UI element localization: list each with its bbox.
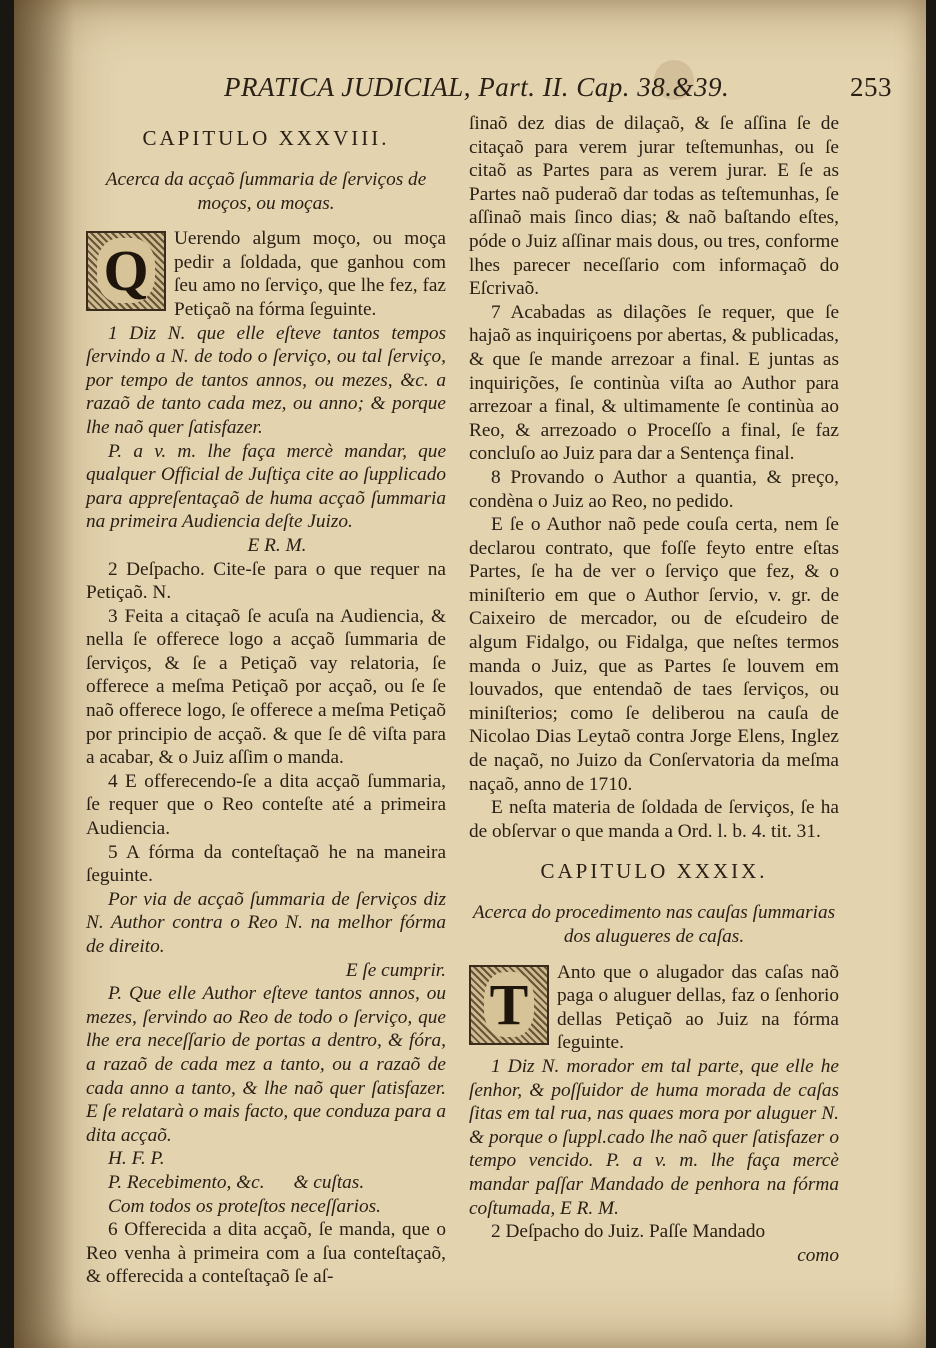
continuation-text: ſinaõ dez dias de dilaçaõ, & ſe aſſina ſe de citaçaõ para verem jurar teſtemunhas, ou ſe citaõ as Partes para as verem jurar. E ſe as Partes naõ puderaõ dar todas as teſtemunhas, ſe aſſinaõ mais ſinco dias; & naõ baſtando eſtes, póde o Juiz aſſinar mais dous, ou tres, conforme lhes parecer neceſſario com informaçaõ do Eſcrivaõ. bbox=[469, 113, 839, 300]
paragraph-7: 7 Acabadas as dilações ſe requer, que ſe hajaõ as inquiriçoens por abertas, & publicadas, & que ſe mande arrezoar a final. E juntas as inquirições, ſe continùa viſta ao Author para arrezoar a final, & ultimamente ſe continùa ao Reo, & arrezoado o Proceſſo a final, ſe faz concluſo ao Juiz para dar a Sentença final. bbox=[469, 301, 839, 465]
decorated-initial-t: T bbox=[469, 965, 549, 1045]
paragraph-8-c: E neſta materia de ſoldada de ſerviços, ſe ha de obſervar o que manda a Ord. l. b. 4. tit. 31. bbox=[469, 797, 839, 842]
page-number: 253 bbox=[850, 72, 892, 102]
intro-text-38: Uerendo algum moço, ou moça pedir a ſoldada, que ganhou com ſeu amo no ſerviço, que lhe fez, faz Petiçaõ na fórma ſeguinte. bbox=[174, 228, 446, 320]
intro-text-39: Anto que o alugador das caſas naõ paga o aluguer dellas, faz o ſenhorio dellas Petiçaõ ao Juiz na fórma ſeguinte. bbox=[557, 961, 839, 1054]
paragraph-8: 8 Provando o Author a quantia, & preço, condèna o Juiz ao Reo, no pedido. bbox=[469, 466, 839, 512]
paragraph-1: 1 Diz N. que elle eſteve tantos tempos ſervindo a N. de todo o ſerviço, ou tal ſerviço, por tempo de tantos annos, ou mezes, &c. a razaõ de tanto cada mez, ou anno; & porque lhe naõ quer ſatisfazer. bbox=[86, 322, 446, 438]
paragraph-1-petition: P. a v. m. lhe faça mercè mandar, que qualquer Official de Juſtiça cite ao ſupplicado para appreſentaçaõ de huma acçaõ ſummaria na primeira Audiencia deſte Juizo. bbox=[86, 440, 446, 533]
paragraph-39-1: 1 Diz N. morador em tal parte, que elle he ſenhor, & poſſuidor de huma morada de caſas ſitas em tal rua, nas quaes mora por aluguer N. & porque o ſuppl.cado lhe naõ quer ſatisfazer o tempo vencido. P. a v. m. lhe faça mercè mandar paſſar Mandado de penhora na fórma coſtumada, E R. M. bbox=[469, 1055, 839, 1219]
paragraph-5-formula: Por via de acçaõ ſummaria de ſerviços diz N. Author contra o Reo N. na melhor fórma de direito. bbox=[86, 888, 446, 957]
protestos-line: Com todos os proteſtos neceſſarios. bbox=[108, 1195, 381, 1217]
paragraph-5: 5 A fórma da conteſtaçaõ he na maneira ſeguinte. bbox=[86, 841, 446, 887]
chapter-title-39: CAPITULO XXXIX. bbox=[540, 859, 768, 884]
running-header bbox=[224, 72, 892, 103]
recebimento-line: P. Recebimento, &c. & cuſtas. bbox=[108, 1171, 365, 1193]
paragraph-3: 3 Feita a citaçaõ ſe acuſa na Audiencia, & nella ſe offerece logo a acçaõ ſummaria de ſerviços, & ſe a Petiçaõ vay relatoria, ſe offerece a meſma Petiçaõ por acçaõ, ou ſe ſe naõ offerece logo, ſe offerece a meſma Petiçaõ por principio de acçaõ. & que ſe dê viſta para a acabar, & o Juiz aſſim o manda. bbox=[86, 605, 446, 769]
decorated-initial-q: Q bbox=[86, 231, 166, 311]
chapter-subtitle-38: Acerca da acçaõ ſummaria de ſerviços de moços, ou moças. bbox=[105, 169, 427, 214]
chapter-subtitle-39: Acerca do procedimento nas cauſas ſummarias dos alugueres de caſas. bbox=[472, 902, 836, 947]
paragraph-5-article: P. Que elle Author eſteve tantos annos, ou mezes, ſervindo ao Reo de todo o ſerviço, que lhe era neceſſario de portas a dentro, & fóra, a razaõ de cada mez a tanto, ou a razaõ de cada anno a tanto, & lhe naõ quer ſatisfazer. E ſe relatarà o mais facto, que conduza para a dita acçaõ. bbox=[86, 983, 446, 1146]
right-column bbox=[469, 112, 839, 1267]
cumprir-formula: E ſe cumprir. bbox=[345, 959, 446, 981]
catchword: como bbox=[797, 1244, 839, 1266]
opening-paragraph-39 bbox=[469, 961, 839, 1055]
paragraph-4: 4 E offerecendo-ſe a dita acçaõ ſummaria, ſe requer que o Reo conteſte até a primeira Audiencia. bbox=[86, 770, 446, 840]
page-gutter-shadow bbox=[14, 0, 74, 1348]
paragraph-6: 6 Offerecida a dita acçaõ, ſe manda, que o Reo venha à primeira com a ſua conteſtaçaõ, & offerecida a conteſtaçaõ ſe aſ- bbox=[86, 1219, 446, 1288]
left-column bbox=[86, 124, 446, 1289]
paragraph-8-b: E ſe o Author naõ pede couſa certa, nem ſe declarou contrato, que foſſe feyto entre eſtas Partes, ſe ha de ver o ſerviço que fez, & o miniſterio em que o Author ſervio, v. gr. de Caixeiro de mercador, ou de eſcudeiro de algum Fidalgo, ou Fidalga, que neſtes termos manda o Juiz, que as Partes ſe louvem em louvados, que entendaõ de taes ſerviços, ou miniſterios; como ſe deliberou na cauſa de Nicolao Dias Leytaõ contra Jorge Elens, Inglez de naçaõ, no Juizo da Conſervatoria da meſma naçaõ, anno de 1710. bbox=[469, 514, 839, 795]
opening-paragraph-38 bbox=[86, 227, 446, 321]
hfp-formula: H. F. P. bbox=[108, 1148, 165, 1170]
chapter-title-38: CAPITULO XXXVIII. bbox=[142, 126, 390, 150]
running-title: PRATICA JUDICIAL, Part. II. Cap. 38.&39. bbox=[224, 72, 730, 102]
erm-formula-1: E R. M. bbox=[247, 534, 307, 556]
book-page bbox=[14, 0, 926, 1348]
paragraph-2: 2 Deſpacho. Cite-ſe para o que requer na Petiçaõ. N. bbox=[86, 558, 446, 604]
paragraph-39-2: 2 Deſpacho do Juiz. Paſſe Mandado bbox=[491, 1221, 766, 1243]
